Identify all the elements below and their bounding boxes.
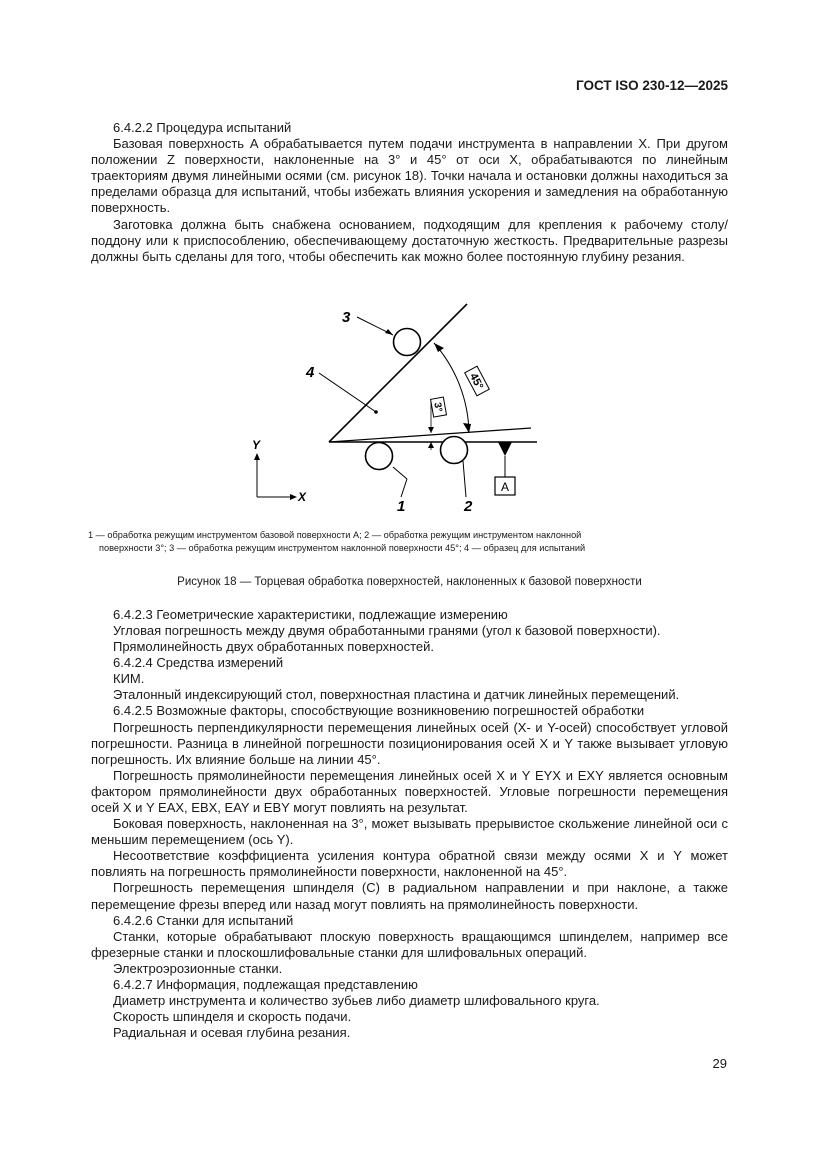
paragraph-6425-4: Несоответствие коэффициента усиления контура обратной связи между осями X и Y может повлиять на погрешность прямолинейности поверхности, наклоненной на 45°. [91, 848, 728, 880]
figure-caption: Рисунок 18 — Торцевая обработка поверхностей, наклоненных к базовой поверхности [177, 575, 642, 588]
figure-legend [88, 529, 733, 555]
label-1: 1 [397, 497, 406, 515]
figure-18 [88, 287, 728, 607]
page-number: 29 [712, 1056, 727, 1071]
section-heading-6422: 6.4.2.2 Процедура испытаний [113, 120, 292, 135]
datum-label: A [500, 479, 510, 494]
section-heading-6425: 6.4.2.5 Возможные факторы, способствующие возникновению погрешностей обработки [113, 703, 645, 719]
page-content [88, 120, 728, 1041]
line-6423-2: Прямолинейность двух обработанных поверхностей. [113, 639, 434, 655]
section-heading-6424: 6.4.2.4 Средства измерений [113, 655, 284, 671]
paragraph-6426-1: Станки, которые обрабатывают плоскую поверхность вращающимся шпинделем, например все фрезерные станки и плоскошлифовальные станки для шлифовальных операций. [91, 928, 728, 960]
line-6424-2: Эталонный индексирующий стол, поверхностная пластина и датчик линейных перемещений. [113, 687, 680, 703]
section-heading-6427: 6.4.2.7 Информация, подлежащая представлению [113, 977, 418, 992]
line-6427-3: Радиальная и осевая глубина резания. [113, 1025, 351, 1041]
paragraph-6425-3: Боковая поверхность, наклоненная на 3°, может вызывать прерывистое скольжение линейной оси с меньшим перемещением (ось Y). [91, 816, 728, 848]
line-6424-1: КИМ. [113, 671, 145, 687]
label-4: 4 [306, 363, 315, 381]
legend-line-2: поверхности 3°; 3 — обработка режущим инструментом наклонной поверхности 45°; 4 — образец для испытаний [99, 542, 586, 553]
legend-line-1: 1 — обработка режущим инструментом базовой поверхности A; 2 — обработка режущим инструментом наклонной [88, 529, 582, 540]
tool-2-circle [441, 436, 468, 463]
angle-45-label: 45° [466, 371, 486, 392]
paragraph-6422-1: Базовая поверхность A обрабатывается путем подачи инструмента в направлении X. При другом положении Z поверхности, наклоненные на 3° и 45° от оси X, обрабатываются по линейным траекториям двумя линейными осями (см. рисунок 18). Точки начала и остановки должны находиться за пределами образца для испытаний, чтобы избежать влияния ускорения и замедления на обработанную поверхность. [91, 136, 728, 216]
datum-triangle [498, 442, 512, 456]
document-header: ГОСТ ISO 230-12—2025 [576, 78, 728, 93]
axis-x-label: X [298, 489, 307, 504]
paragraph-6425-1: Погрешность перпендикулярности перемещения линейных осей (X- и Y-осей) способствует угловой погрешности. Разница в линейной погрешности позиционирования осей X и Y также вызывает угловую погрешность. Их влияние больше на линии 45°. [91, 719, 728, 767]
angle-45-arc [434, 343, 469, 433]
figure-drawing [231, 287, 591, 517]
paragraph-6425-2: Погрешность прямолинейности перемещения линейных осей X и Y EYX и EXY является основным фактором прямолинейности двух обработанных поверхностей. Угловые погрешности перемещения осей X и Y EAX, EBX, EAY и EBY могут повлиять на результат. [91, 767, 728, 815]
line-6426-1: Электроэрозионные станки. [113, 960, 283, 976]
paragraph-6422-2: Заготовка должна быть снабжена основанием, подходящим для крепления к рабочему столу/поддону или к приспособлению, обеспечивающему достаточную жесткость. Предварительные разрезы должны быть сделаны для того, чтобы обеспечить как можно более постоянную глубину резания. [91, 216, 728, 264]
section-heading-6426: 6.4.2.6 Станки для испытаний [113, 912, 294, 928]
section-heading-6423: 6.4.2.3 Геометрические характеристики, подлежащие измерению [113, 606, 508, 622]
label-3: 3 [342, 308, 351, 326]
line-6427-1: Диаметр инструмента и количество зубьев либо диаметр шлифовального круга. [113, 993, 600, 1009]
line-6423-1: Угловая погрешность между двумя обработанными гранями (угол к базовой поверхности). [113, 622, 661, 638]
angle-3-label: 3° [431, 401, 444, 413]
tool-3-circle [394, 328, 421, 355]
axis-y-label: Y [252, 437, 261, 452]
line-6427-2: Скорость шпинделя и скорость подачи. [113, 1009, 352, 1025]
label-2: 2 [464, 497, 473, 515]
tool-1-circle [366, 442, 393, 469]
paragraph-6425-5: Погрешность перемещения шпинделя (C) в радиальном направлении и при наклоне, а также перемещение фрезы вперед или назад могут повлиять на прямолинейность поверхности. [91, 880, 728, 912]
